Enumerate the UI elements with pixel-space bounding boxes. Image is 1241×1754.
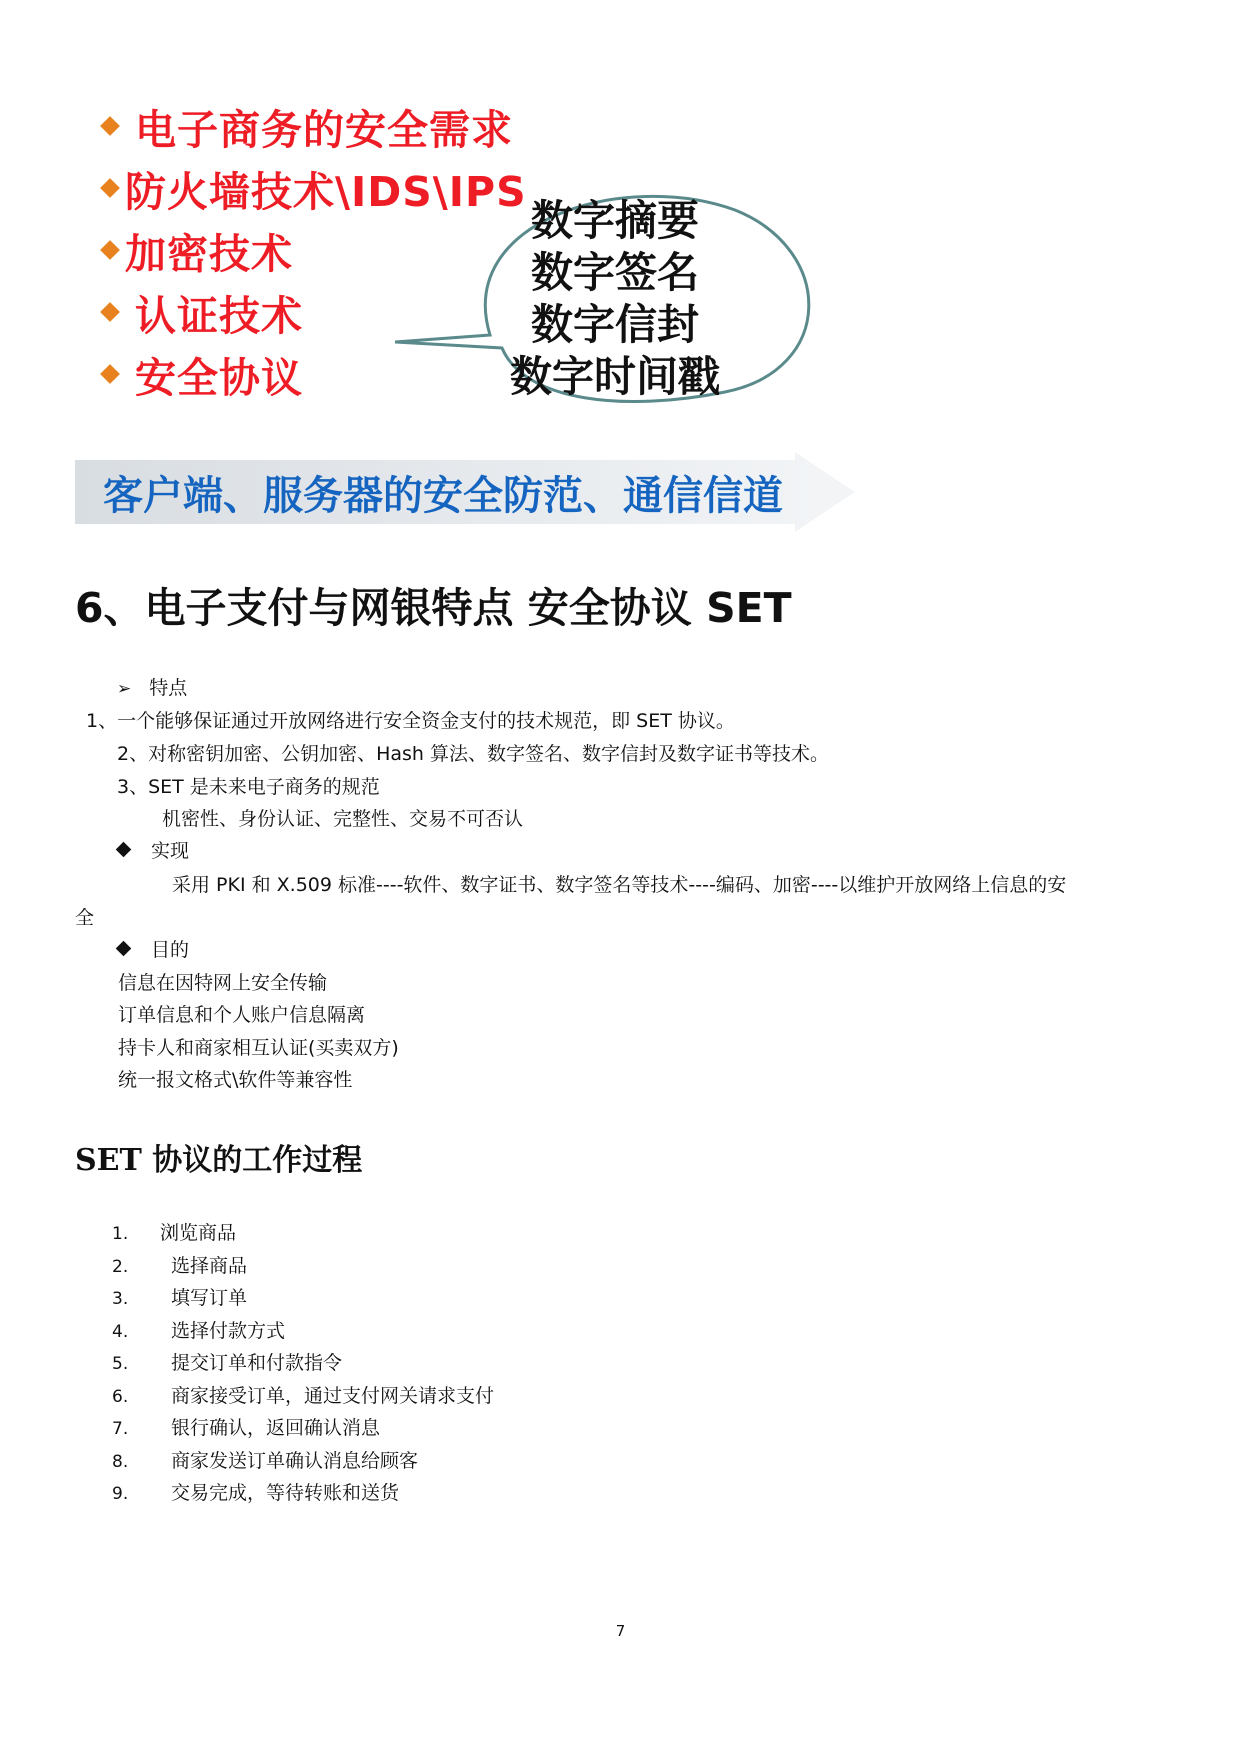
subsection-heading: SET 协议的工作过程 [75, 1143, 363, 1178]
section-heading: 6、电子支付与网银特点 安全协议 SET [75, 584, 792, 632]
diamond-bullet-icon [116, 842, 132, 858]
bubble-line: 数字签名 [530, 248, 699, 297]
step-text: 选择付款方式 [171, 1320, 286, 1342]
bubble-line: 数字摘要 [530, 196, 699, 245]
step-text: 交易完成，等待转账和送货 [171, 1482, 400, 1504]
step-number: 8. [112, 1452, 129, 1472]
step-number: 3. [112, 1289, 129, 1309]
topic-label: 加密技术 [125, 229, 293, 278]
implementation-title-text: 实现 [151, 840, 190, 862]
purpose-item: 订单信息和个人账户信息隔离 [118, 1004, 366, 1026]
list-item [112, 1348, 342, 1375]
topic-label: 认证技术 [135, 291, 303, 340]
step-number: 2. [112, 1257, 129, 1277]
banner-text: 客户端、服务器的安全防范、通信信道 [103, 473, 783, 519]
diamond-bullet-icon [100, 240, 120, 260]
feature-item: 2、对称密钥加密、公钥加密、Hash 算法、数字签名、数字信封及数字证书等技术。 [117, 743, 830, 765]
purpose-item: 统一报文格式\软件等兼容性 [118, 1069, 353, 1091]
purpose-title-text: 目的 [151, 939, 190, 961]
implementation-text: 全 [75, 907, 95, 929]
topic-label: 电子商务的安全需求 [135, 105, 513, 154]
list-item [112, 1478, 399, 1505]
topic-label: 安全协议 [135, 353, 303, 402]
step-number: 7. [112, 1419, 129, 1439]
step-text: 商家发送订单确认消息给顾客 [171, 1450, 419, 1472]
purpose-title [118, 935, 189, 962]
security-figure [75, 80, 895, 540]
feature-subitem: 机密性、身份认证、完整性、交易不可否认 [162, 808, 524, 830]
purpose-item: 信息在因特网上安全传输 [118, 972, 328, 994]
topic-item [103, 95, 527, 157]
list-item [112, 1283, 247, 1310]
feature-item: 3、SET 是未来电子商务的规范 [117, 776, 380, 798]
step-text: 浏览商品 [160, 1222, 237, 1244]
step-text: 填写订单 [171, 1287, 248, 1309]
diamond-bullet-icon [100, 178, 120, 198]
step-text: 商家接受订单，通过支付网关请求支付 [171, 1385, 495, 1407]
features-title [117, 673, 187, 700]
diamond-bullet-icon [100, 116, 120, 136]
step-number: 1. [112, 1224, 129, 1244]
implementation-text: 采用 PKI 和 X.509 标准----软件、数字证书、数字签名等技术----编码、加密----以维护开放网络上信息的安 [172, 874, 1067, 896]
purpose-item: 持卡人和商家相互认证(买卖双方) [118, 1037, 399, 1059]
list-item [112, 1316, 285, 1343]
diamond-bullet-icon [100, 302, 120, 322]
step-number: 4. [112, 1322, 129, 1342]
diamond-bullet-icon [116, 941, 132, 957]
bubble-line: 数字时间戳 [509, 352, 720, 401]
features-title-text: 特点 [149, 677, 188, 699]
diamond-bullet-icon [100, 364, 120, 384]
list-item [112, 1413, 380, 1440]
list-item [112, 1446, 418, 1473]
list-item [112, 1381, 494, 1408]
step-text: 选择商品 [171, 1255, 248, 1277]
step-number: 5. [112, 1354, 129, 1374]
step-number: 6. [112, 1387, 129, 1407]
list-item [112, 1218, 236, 1245]
step-text: 提交订单和付款指令 [171, 1352, 343, 1374]
step-text: 银行确认，返回确认消息 [171, 1417, 381, 1439]
step-number: 9. [112, 1484, 129, 1504]
list-item [112, 1251, 247, 1278]
bubble-content [495, 195, 735, 403]
implementation-title [118, 836, 189, 863]
page-number: 7 [615, 1622, 626, 1640]
bubble-line: 数字信封 [530, 300, 699, 349]
arrow-bullet-icon: ➢ [117, 679, 132, 699]
topic-label: 防火墙技术\IDS\IPS [125, 167, 527, 216]
feature-item: 1、一个能够保证通过开放网络进行安全资金支付的技术规范，即 SET 协议。 [86, 710, 735, 732]
